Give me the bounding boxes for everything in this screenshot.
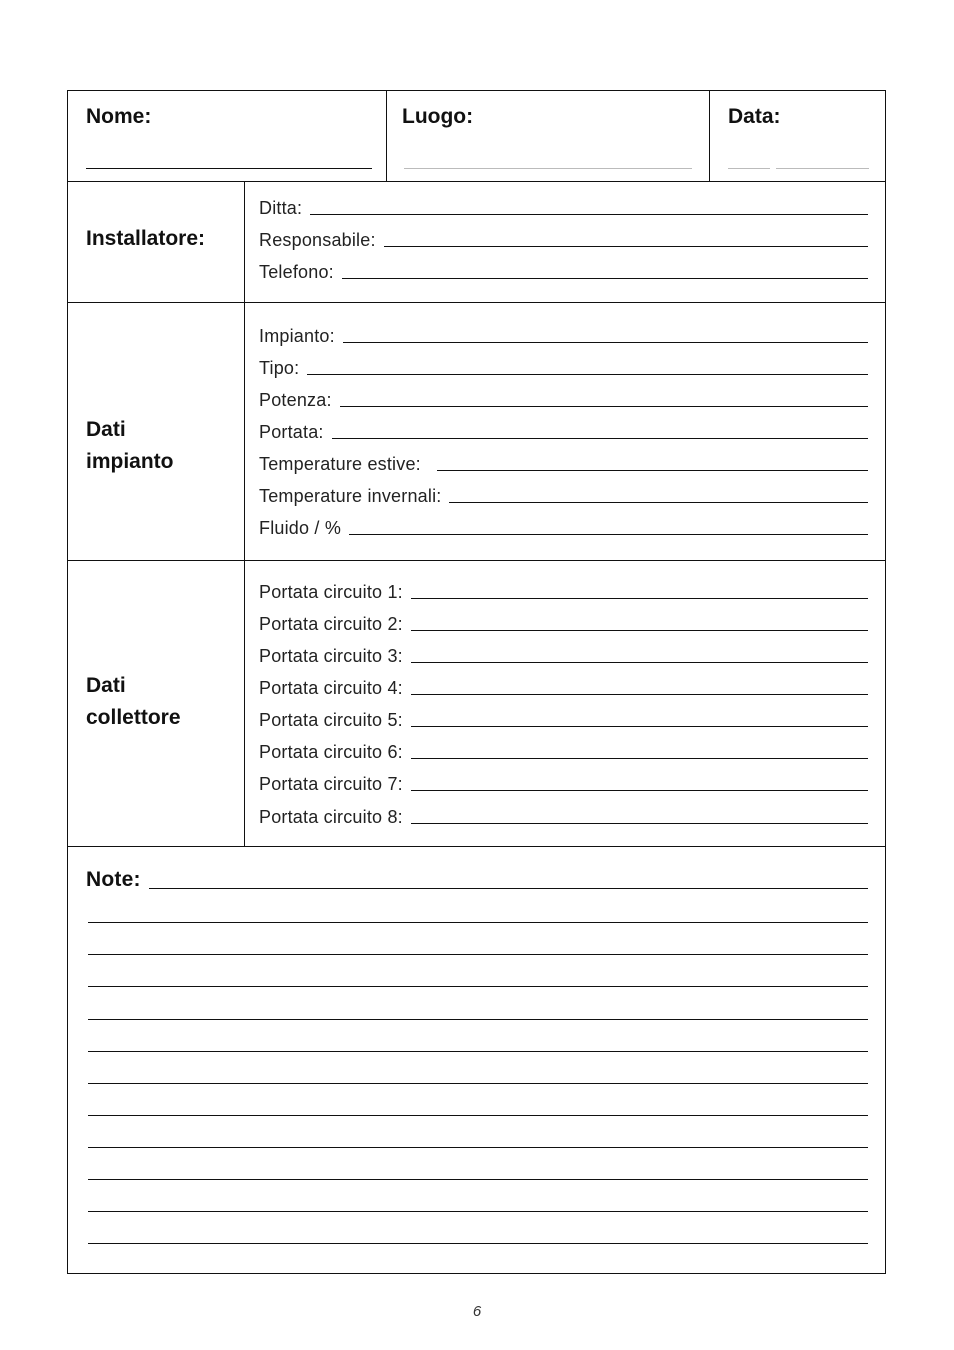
field-label: Portata circuito 6: bbox=[259, 742, 403, 762]
field-line[interactable] bbox=[384, 246, 868, 247]
portata-circuito-1-field[interactable] bbox=[259, 571, 868, 603]
tipo-field[interactable] bbox=[259, 347, 868, 379]
fluido-field[interactable] bbox=[259, 507, 868, 539]
divider bbox=[386, 91, 387, 182]
field-label: Portata: bbox=[259, 422, 324, 442]
field-line[interactable] bbox=[307, 374, 868, 375]
dati-impianto-title-2: impianto bbox=[86, 450, 174, 473]
field-label: Portata circuito 2: bbox=[259, 614, 403, 634]
note-field[interactable] bbox=[86, 861, 868, 893]
note-line[interactable] bbox=[88, 1211, 868, 1212]
dati-collettore-title-2: collettore bbox=[86, 706, 181, 729]
field-line[interactable] bbox=[411, 598, 868, 599]
field-line[interactable] bbox=[437, 470, 868, 471]
field-label: Portata circuito 7: bbox=[259, 774, 403, 794]
field-line[interactable] bbox=[349, 534, 868, 535]
field-label: Impianto: bbox=[259, 326, 335, 346]
temperature-estive-field[interactable] bbox=[259, 443, 868, 475]
field-label: Portata circuito 4: bbox=[259, 678, 403, 698]
portata-circuito-2-field[interactable] bbox=[259, 603, 868, 635]
note-line[interactable] bbox=[88, 1179, 868, 1180]
note-line[interactable] bbox=[88, 1115, 868, 1116]
page-number: 6 bbox=[472, 1303, 482, 1320]
field-label: Ditta: bbox=[259, 198, 303, 218]
portata-circuito-5-field[interactable] bbox=[259, 699, 868, 731]
note-line[interactable] bbox=[88, 1051, 868, 1052]
data-label: Data: bbox=[728, 105, 781, 128]
field-line[interactable] bbox=[149, 888, 868, 889]
field-line[interactable] bbox=[411, 726, 868, 727]
portata-field[interactable] bbox=[259, 411, 868, 443]
installatore-title: Installatore: bbox=[86, 227, 206, 250]
field-label: Portata circuito 5: bbox=[259, 710, 403, 730]
field-line[interactable] bbox=[411, 694, 868, 695]
note-line[interactable] bbox=[88, 1243, 868, 1244]
temperature-invernali-field[interactable] bbox=[259, 475, 868, 507]
divider bbox=[68, 560, 885, 561]
responsabile-field[interactable] bbox=[259, 219, 868, 251]
note-line[interactable] bbox=[88, 1147, 868, 1148]
field-label: Temperature invernali: bbox=[259, 486, 442, 506]
portata-circuito-7-field[interactable] bbox=[259, 763, 868, 795]
field-line[interactable] bbox=[310, 214, 868, 215]
portata-circuito-4-field[interactable] bbox=[259, 667, 868, 699]
field-label: Telefono: bbox=[259, 262, 334, 282]
field-label: Potenza: bbox=[259, 390, 332, 410]
field-label: Fluido / % bbox=[259, 518, 342, 538]
field-label: Portata circuito 8: bbox=[259, 807, 403, 827]
field-line[interactable] bbox=[449, 502, 868, 503]
field-line[interactable] bbox=[411, 630, 868, 631]
luogo-field[interactable] bbox=[404, 168, 692, 169]
divider bbox=[709, 91, 710, 182]
field-label: Temperature estive: bbox=[259, 454, 421, 474]
dati-impianto-title-1: Dati bbox=[86, 418, 126, 441]
note-line[interactable] bbox=[88, 1083, 868, 1084]
potenza-field[interactable] bbox=[259, 379, 868, 411]
note-line[interactable] bbox=[88, 1019, 868, 1020]
note-title: Note: bbox=[86, 868, 141, 891]
field-line[interactable] bbox=[411, 790, 868, 791]
installation-form bbox=[67, 90, 886, 1274]
note-line[interactable] bbox=[88, 986, 868, 987]
impianto-field[interactable] bbox=[259, 315, 868, 347]
divider bbox=[68, 181, 885, 182]
data-field-day[interactable] bbox=[728, 168, 770, 169]
nome-field[interactable] bbox=[86, 168, 372, 169]
nome-label: Nome: bbox=[86, 105, 152, 128]
portata-circuito-6-field[interactable] bbox=[259, 731, 868, 763]
field-line[interactable] bbox=[340, 406, 868, 407]
portata-circuito-8-field[interactable] bbox=[259, 796, 868, 828]
field-line[interactable] bbox=[342, 278, 868, 279]
field-line[interactable] bbox=[411, 662, 868, 663]
note-line[interactable] bbox=[88, 954, 868, 955]
data-field-year[interactable] bbox=[776, 168, 869, 169]
field-label: Portata circuito 3: bbox=[259, 646, 403, 666]
dati-collettore-title-1: Dati bbox=[86, 674, 126, 697]
field-label: Portata circuito 1: bbox=[259, 582, 403, 602]
field-line[interactable] bbox=[332, 438, 868, 439]
field-line[interactable] bbox=[411, 823, 868, 824]
field-label: Responsabile: bbox=[259, 230, 376, 250]
field-label: Tipo: bbox=[259, 358, 300, 378]
divider bbox=[68, 302, 885, 303]
divider bbox=[68, 846, 885, 847]
field-line[interactable] bbox=[343, 342, 868, 343]
luogo-label: Luogo: bbox=[402, 105, 474, 128]
field-line[interactable] bbox=[411, 758, 868, 759]
ditta-field[interactable] bbox=[259, 187, 868, 219]
divider bbox=[244, 182, 245, 846]
telefono-field[interactable] bbox=[259, 251, 868, 283]
portata-circuito-3-field[interactable] bbox=[259, 635, 868, 667]
note-line[interactable] bbox=[88, 922, 868, 923]
